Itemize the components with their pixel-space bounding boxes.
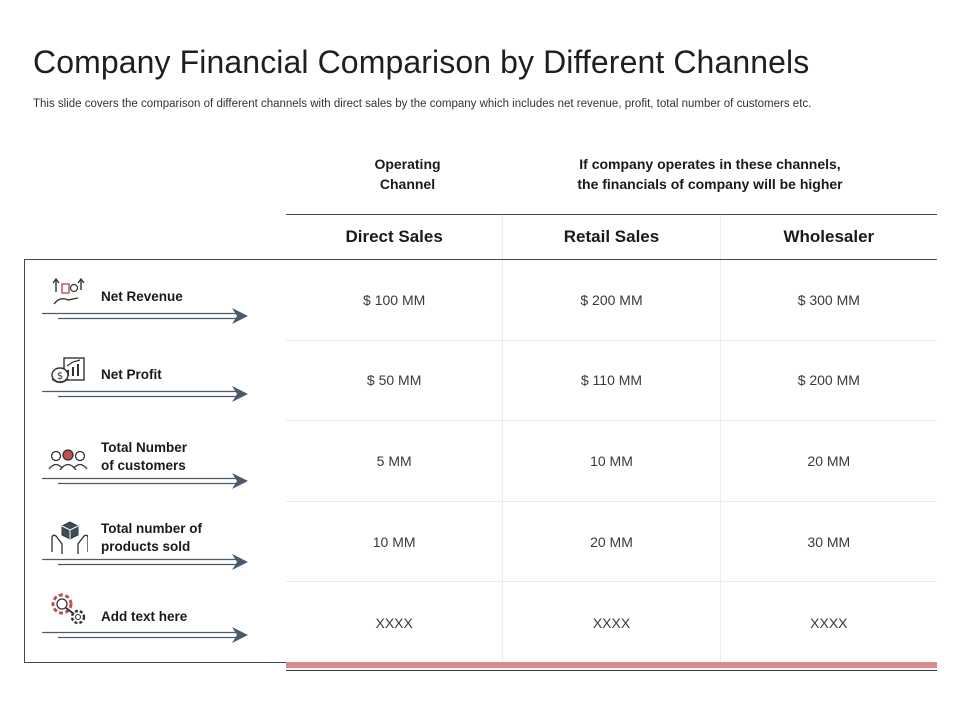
column-header-retail-sales: Retail Sales [502,215,719,259]
table-cell: 5 MM [376,452,412,469]
table-cell: 20 MM [502,502,719,582]
page-subtitle: This slide covers the comparison of different channels with direct sales by the company which includes net revenue, profit, total number of customers etc. [33,98,812,110]
metric-products-sold [40,518,255,578]
arrow-icon [40,385,252,403]
table-cell: $ 300 MM [720,260,937,340]
table-row [286,341,937,422]
table-cell: 10 MM [502,421,719,501]
operating-channel-header: Operating Channel [374,156,441,192]
table-cell: XXXX [375,614,413,631]
comparison-table [286,214,937,663]
table-footer-line [286,670,937,671]
column-header-direct-sales: Direct Sales [345,227,443,246]
revenue-icon [48,274,88,310]
metric-label: Total number of products sold [101,521,202,554]
column-header-wholesaler: Wholesaler [720,215,937,259]
metric-label: Add text here [101,609,188,624]
table-cell: $ 50 MM [366,372,422,389]
arrow-icon [40,307,252,325]
gears-icon [48,590,88,626]
table-row [286,582,937,663]
arrow-icon [40,553,252,571]
table-cell: $ 100 MM [363,291,426,308]
metric-net-profit [40,352,255,412]
table-header-row [286,215,937,260]
table-cell: $ 200 MM [502,260,719,340]
arrow-icon [40,472,252,490]
metric-label: Total Number of customers [101,440,188,473]
table-row [286,502,937,583]
table-footer-bar [286,662,937,668]
product-box-icon [48,520,88,556]
table-cell: 30 MM [720,502,937,582]
table-row [286,421,937,502]
table-cell: 10 MM [372,533,416,550]
metric-label: Net Profit [101,367,162,382]
metric-total-customers [40,437,255,497]
metric-label: Net Revenue [101,289,183,304]
table-cell: $ 110 MM [502,341,719,421]
metric-add-text [40,590,255,650]
page-title: Company Financial Comparison by Different Channels [33,44,810,80]
arrow-icon [40,626,252,644]
table-cell: $ 200 MM [720,341,937,421]
table-cell: XXXX [720,582,937,663]
comparison-header: If company operates in these channels, the financials of company will be higher [577,156,843,192]
table-row [286,260,937,341]
svg-text:$: $ [56,371,64,382]
table-cell: 20 MM [720,421,937,501]
table-cell: XXXX [502,582,719,663]
metric-net-revenue [40,272,255,332]
